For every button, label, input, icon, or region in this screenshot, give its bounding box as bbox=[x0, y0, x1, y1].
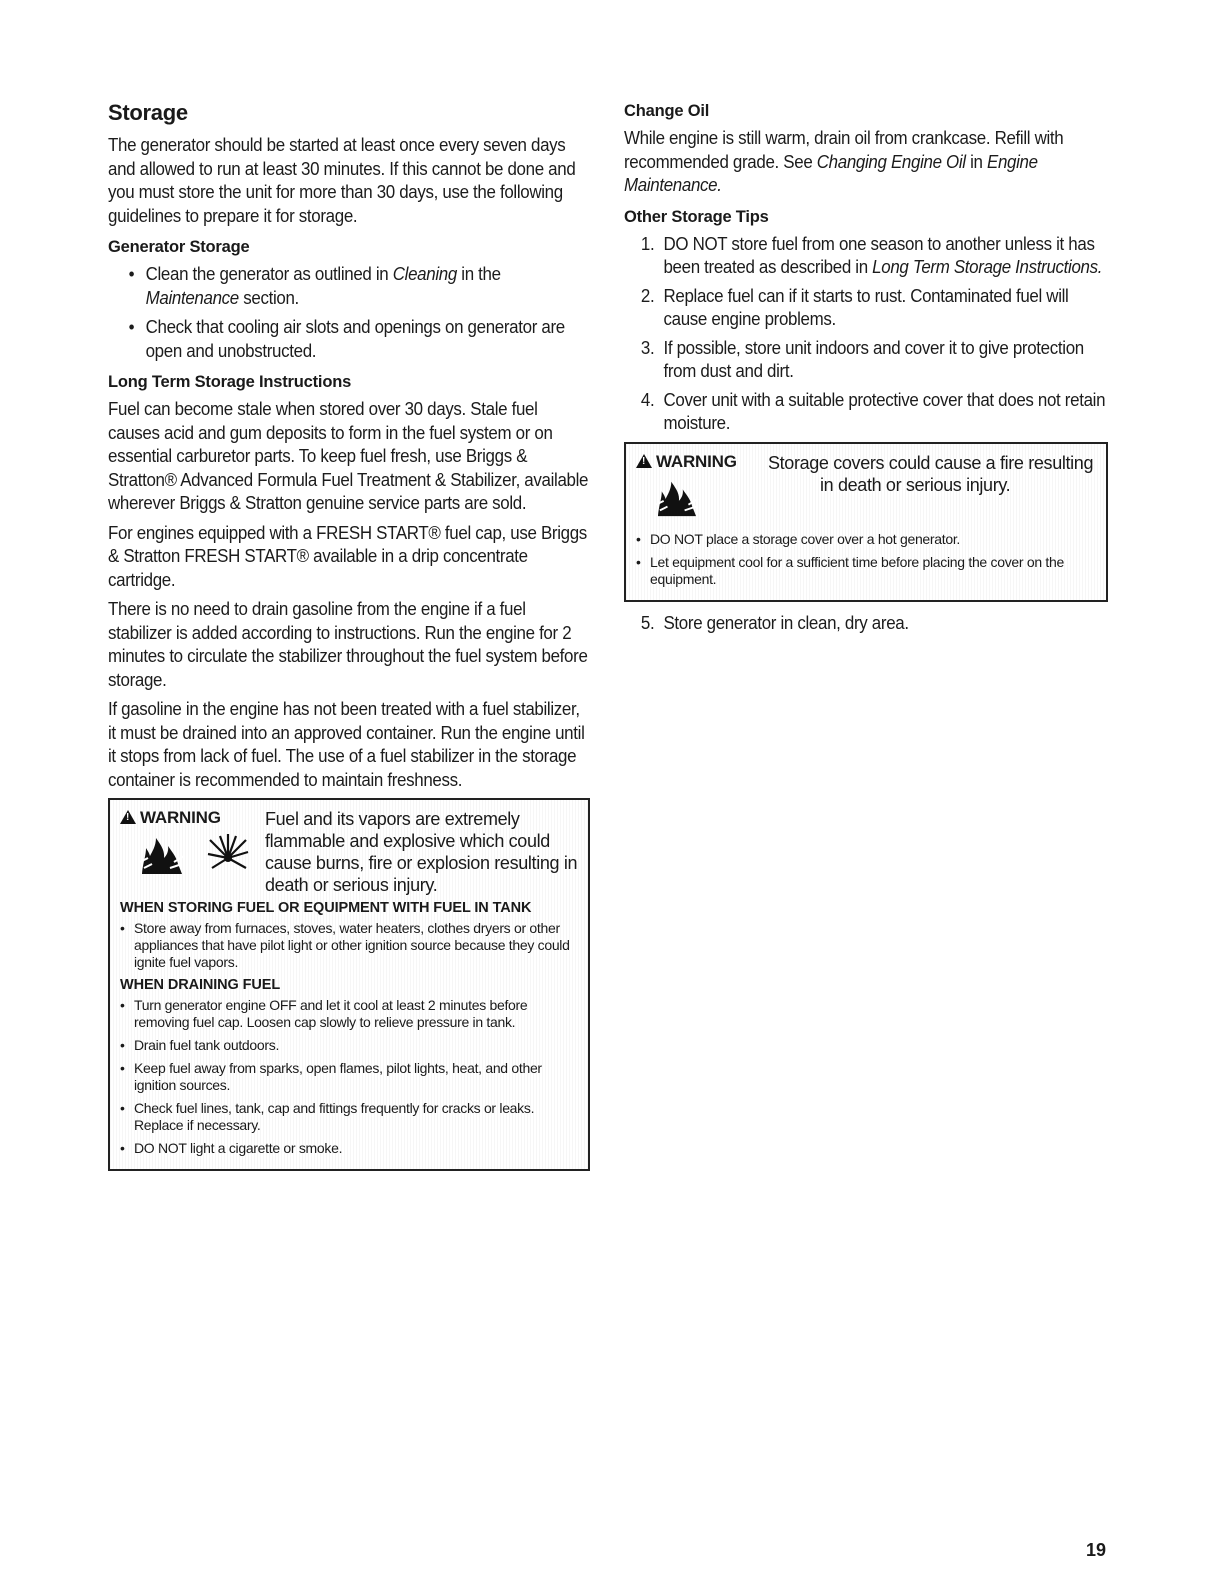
paragraph: There is no need to drain gasoline from the engine if a fuel stabilizer is added according to instructions. Run the engine for 2 minutes to circulate the stabilizer throughout the fuel system before storage. bbox=[108, 599, 588, 690]
warning-label: WARNING bbox=[656, 451, 737, 471]
fire-hazard-icon bbox=[654, 478, 700, 518]
warning-header bbox=[636, 452, 1098, 523]
section-title: Storage bbox=[108, 100, 188, 125]
warning-header bbox=[120, 808, 580, 896]
explosion-hazard-icon bbox=[206, 834, 250, 876]
page-number: 19 bbox=[1085, 1540, 1106, 1560]
generator-storage-list-wrap bbox=[108, 263, 588, 363]
storage-tips-list-continued bbox=[624, 612, 1106, 636]
tips-list-wrap bbox=[624, 612, 1106, 636]
list-item: 5. Store generator in clean, dry area. bbox=[640, 612, 909, 633]
warning-triangle-icon bbox=[120, 810, 136, 824]
list-item: • Check fuel lines, tank, cap and fittings frequently for cracks or leaks. Replace if necessary. bbox=[120, 1100, 580, 1134]
change-oil-paragraph: While engine is still warm, drain oil from crankcase. Refill with recommended grade. See Changing Engine Oil in Engine Maintenance. bbox=[624, 128, 1064, 195]
list-item: • Drain fuel tank outdoors. bbox=[120, 1037, 580, 1054]
list-item: • Keep fuel away from sparks, open flames, pilot lights, heat, and other ignition sources. bbox=[120, 1060, 580, 1094]
generator-storage-list bbox=[108, 263, 588, 363]
list-item: • DO NOT place a storage cover over a hot generator. bbox=[636, 531, 1098, 548]
list-item: • Store away from furnaces, stoves, water heaters, clothes dryers or other appliances that have pilot light or other ignition source because they could ignite fuel vapors. bbox=[120, 920, 580, 971]
list-item: • Turn generator engine OFF and let it cool at least 2 minutes before removing fuel cap. Loosen cap slowly to relieve pressure in tank. bbox=[120, 997, 580, 1031]
fire-hazard-icon bbox=[138, 834, 186, 876]
other-storage-tips-heading: Other Storage Tips bbox=[624, 207, 769, 226]
list-item: 1. DO NOT store fuel from one season to another unless it has been treated as described in Long Term Storage Instructions. bbox=[640, 233, 1103, 277]
cover-warning-box bbox=[624, 442, 1108, 602]
generator-storage-heading: Generator Storage bbox=[108, 238, 250, 256]
warning-subheading: WHEN DRAINING FUEL bbox=[120, 977, 281, 993]
paragraph: For engines equipped with a FRESH START® fuel cap, use Briggs & Stratton FRESH START® available in a drip concentrate cartridge. bbox=[108, 522, 587, 590]
paragraph: Fuel can become stale when stored over 30 days. Stale fuel causes acid and gum deposits to form in the fuel system or on essential carburetor parts. To keep fuel fresh, use Briggs & Stratton® Advanced Formula Fuel Treatment & Stabilizer, available wherever Briggs & Stratton genuine service parts are sold. bbox=[108, 399, 589, 513]
storage-tips-list bbox=[624, 233, 1106, 436]
change-oil-heading: Change Oil bbox=[624, 102, 710, 120]
warning-list bbox=[120, 920, 580, 971]
list-item: • Clean the generator as outlined in Cleaning in the Maintenance section. bbox=[129, 263, 589, 310]
warning-list bbox=[120, 997, 580, 1157]
warning-message: Storage covers could cause a fire resulting in death or serious injury. bbox=[768, 452, 1094, 495]
list-item: 4. Cover unit with a suitable protective cover that does not retain moisture. bbox=[640, 389, 1106, 433]
warning-message: Fuel and its vapors are extremely flammable and explosive which could cause burns, fire or explosion resulting in death or serious injury. bbox=[265, 809, 578, 895]
list-item: 3. If possible, store unit indoors and cover it to give protection from dust and dirt. bbox=[640, 337, 1084, 381]
left-column bbox=[108, 100, 590, 1171]
warning-subheading: WHEN STORING FUEL OR EQUIPMENT WITH FUEL IN TANK bbox=[120, 900, 532, 916]
long-term-storage-heading: Long Term Storage Instructions bbox=[108, 373, 352, 391]
list-item: • Check that cooling air slots and openings on generator are open and unobstructed. bbox=[129, 316, 589, 363]
warning-triangle-icon bbox=[636, 454, 652, 468]
warning-list bbox=[636, 531, 1098, 588]
fuel-warning-box bbox=[108, 798, 590, 1171]
tips-list-wrap bbox=[624, 233, 1106, 436]
intro-paragraph: The generator should be started at least once every seven days and allowed to run at least 30 minutes. If this cannot be done and you must store the unit for more than 30 days, use the following guidelines to prepare it for storage. bbox=[108, 135, 576, 226]
list-item: • DO NOT light a cigarette or smoke. bbox=[120, 1140, 580, 1157]
right-column bbox=[624, 100, 1108, 641]
paragraph: If gasoline in the engine has not been treated with a fuel stabilizer, it must be drained into an approved container. Run the engine until it stops from lack of fuel. The use of a fuel stabilizer in the storage container is recommended to maintain freshness. bbox=[108, 699, 585, 790]
warning-label: WARNING bbox=[140, 808, 221, 827]
list-item: • Let equipment cool for a sufficient time before placing the cover on the equipment. bbox=[636, 554, 1098, 588]
list-item: 2. Replace fuel can if it starts to rust. Contaminated fuel will cause engine problems. bbox=[640, 285, 1069, 329]
